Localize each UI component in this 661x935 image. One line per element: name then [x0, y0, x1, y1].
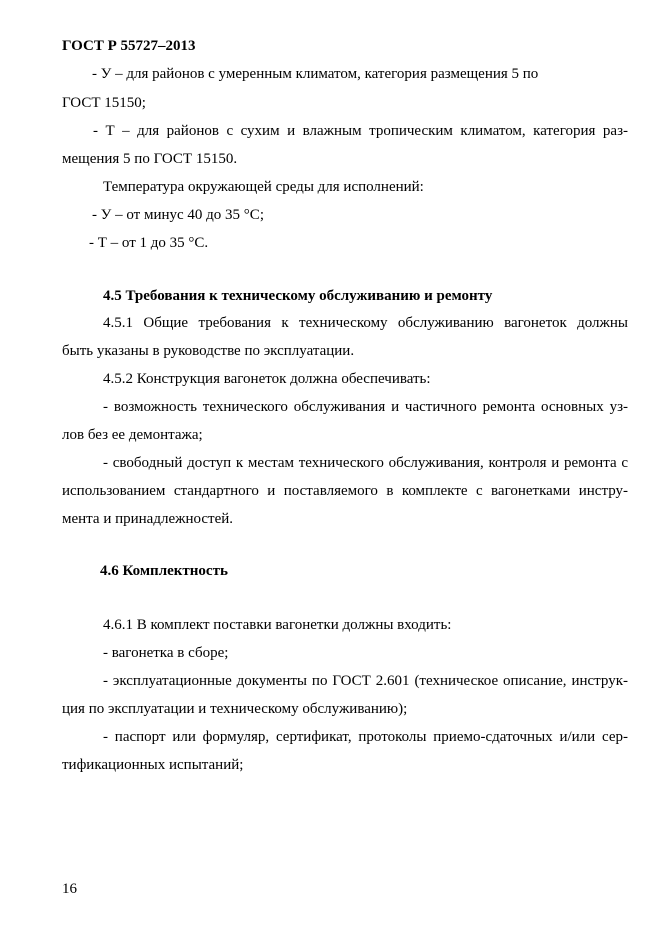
page-number: 16: [62, 881, 77, 897]
para-line: 4.5.1 Общие требования к техническому обслуживанию вагонеток должны: [103, 315, 628, 331]
para-line: ция по эксплуатации и техническому обслуживанию);: [62, 701, 408, 717]
para-line: мента и принадлежностей.: [62, 511, 234, 527]
para-line: - У – от минус 40 до 35 °С;: [92, 207, 264, 223]
para-line: - эксплуатационные документы по ГОСТ 2.601 (техническое описание, инструк-: [103, 673, 628, 689]
para-line: мещения 5 по ГОСТ 15150.: [62, 151, 238, 167]
para-line: - Т – для районов с сухим и влажным тропическим климатом, категория раз-: [93, 123, 628, 139]
para-line: - паспорт или формуляр, сертификат, протоколы приемо-сдаточных и/или сер-: [103, 729, 628, 745]
para-line: - У – для районов с умеренным климатом, категория размещения 5 по: [92, 66, 539, 82]
document-code: ГОСТ Р 55727–2013: [62, 38, 196, 54]
para-line: - свободный доступ к местам технического обслуживания, контроля и ремонта с: [103, 455, 628, 471]
para-line: быть указаны в руководстве по эксплуатации.: [62, 343, 355, 359]
section-heading-4-6: 4.6 Комплектность: [100, 563, 228, 579]
para-line: - вагонетка в сборе;: [103, 645, 229, 661]
section-heading-4-5: 4.5 Требования к техническому обслуживанию и ремонту: [103, 288, 493, 304]
para-line: 4.6.1 В комплект поставки вагонетки должны входить:: [103, 617, 452, 633]
para-line: лов без ее демонтажа;: [62, 427, 203, 443]
para-line: Температура окружающей среды для исполнений:: [103, 179, 424, 195]
para-line: 4.5.2 Конструкция вагонеток должна обеспечивать:: [103, 371, 431, 387]
para-line: использованием стандартного и поставляемого в комплекте с вагонетками инстру-: [62, 483, 628, 499]
para-line: - возможность технического обслуживания и частичного ремонта основных уз-: [103, 399, 628, 415]
para-line: тификационных испытаний;: [62, 757, 244, 773]
para-line: - Т – от 1 до 35 °С.: [89, 235, 209, 251]
para-line: ГОСТ 15150;: [62, 95, 146, 111]
